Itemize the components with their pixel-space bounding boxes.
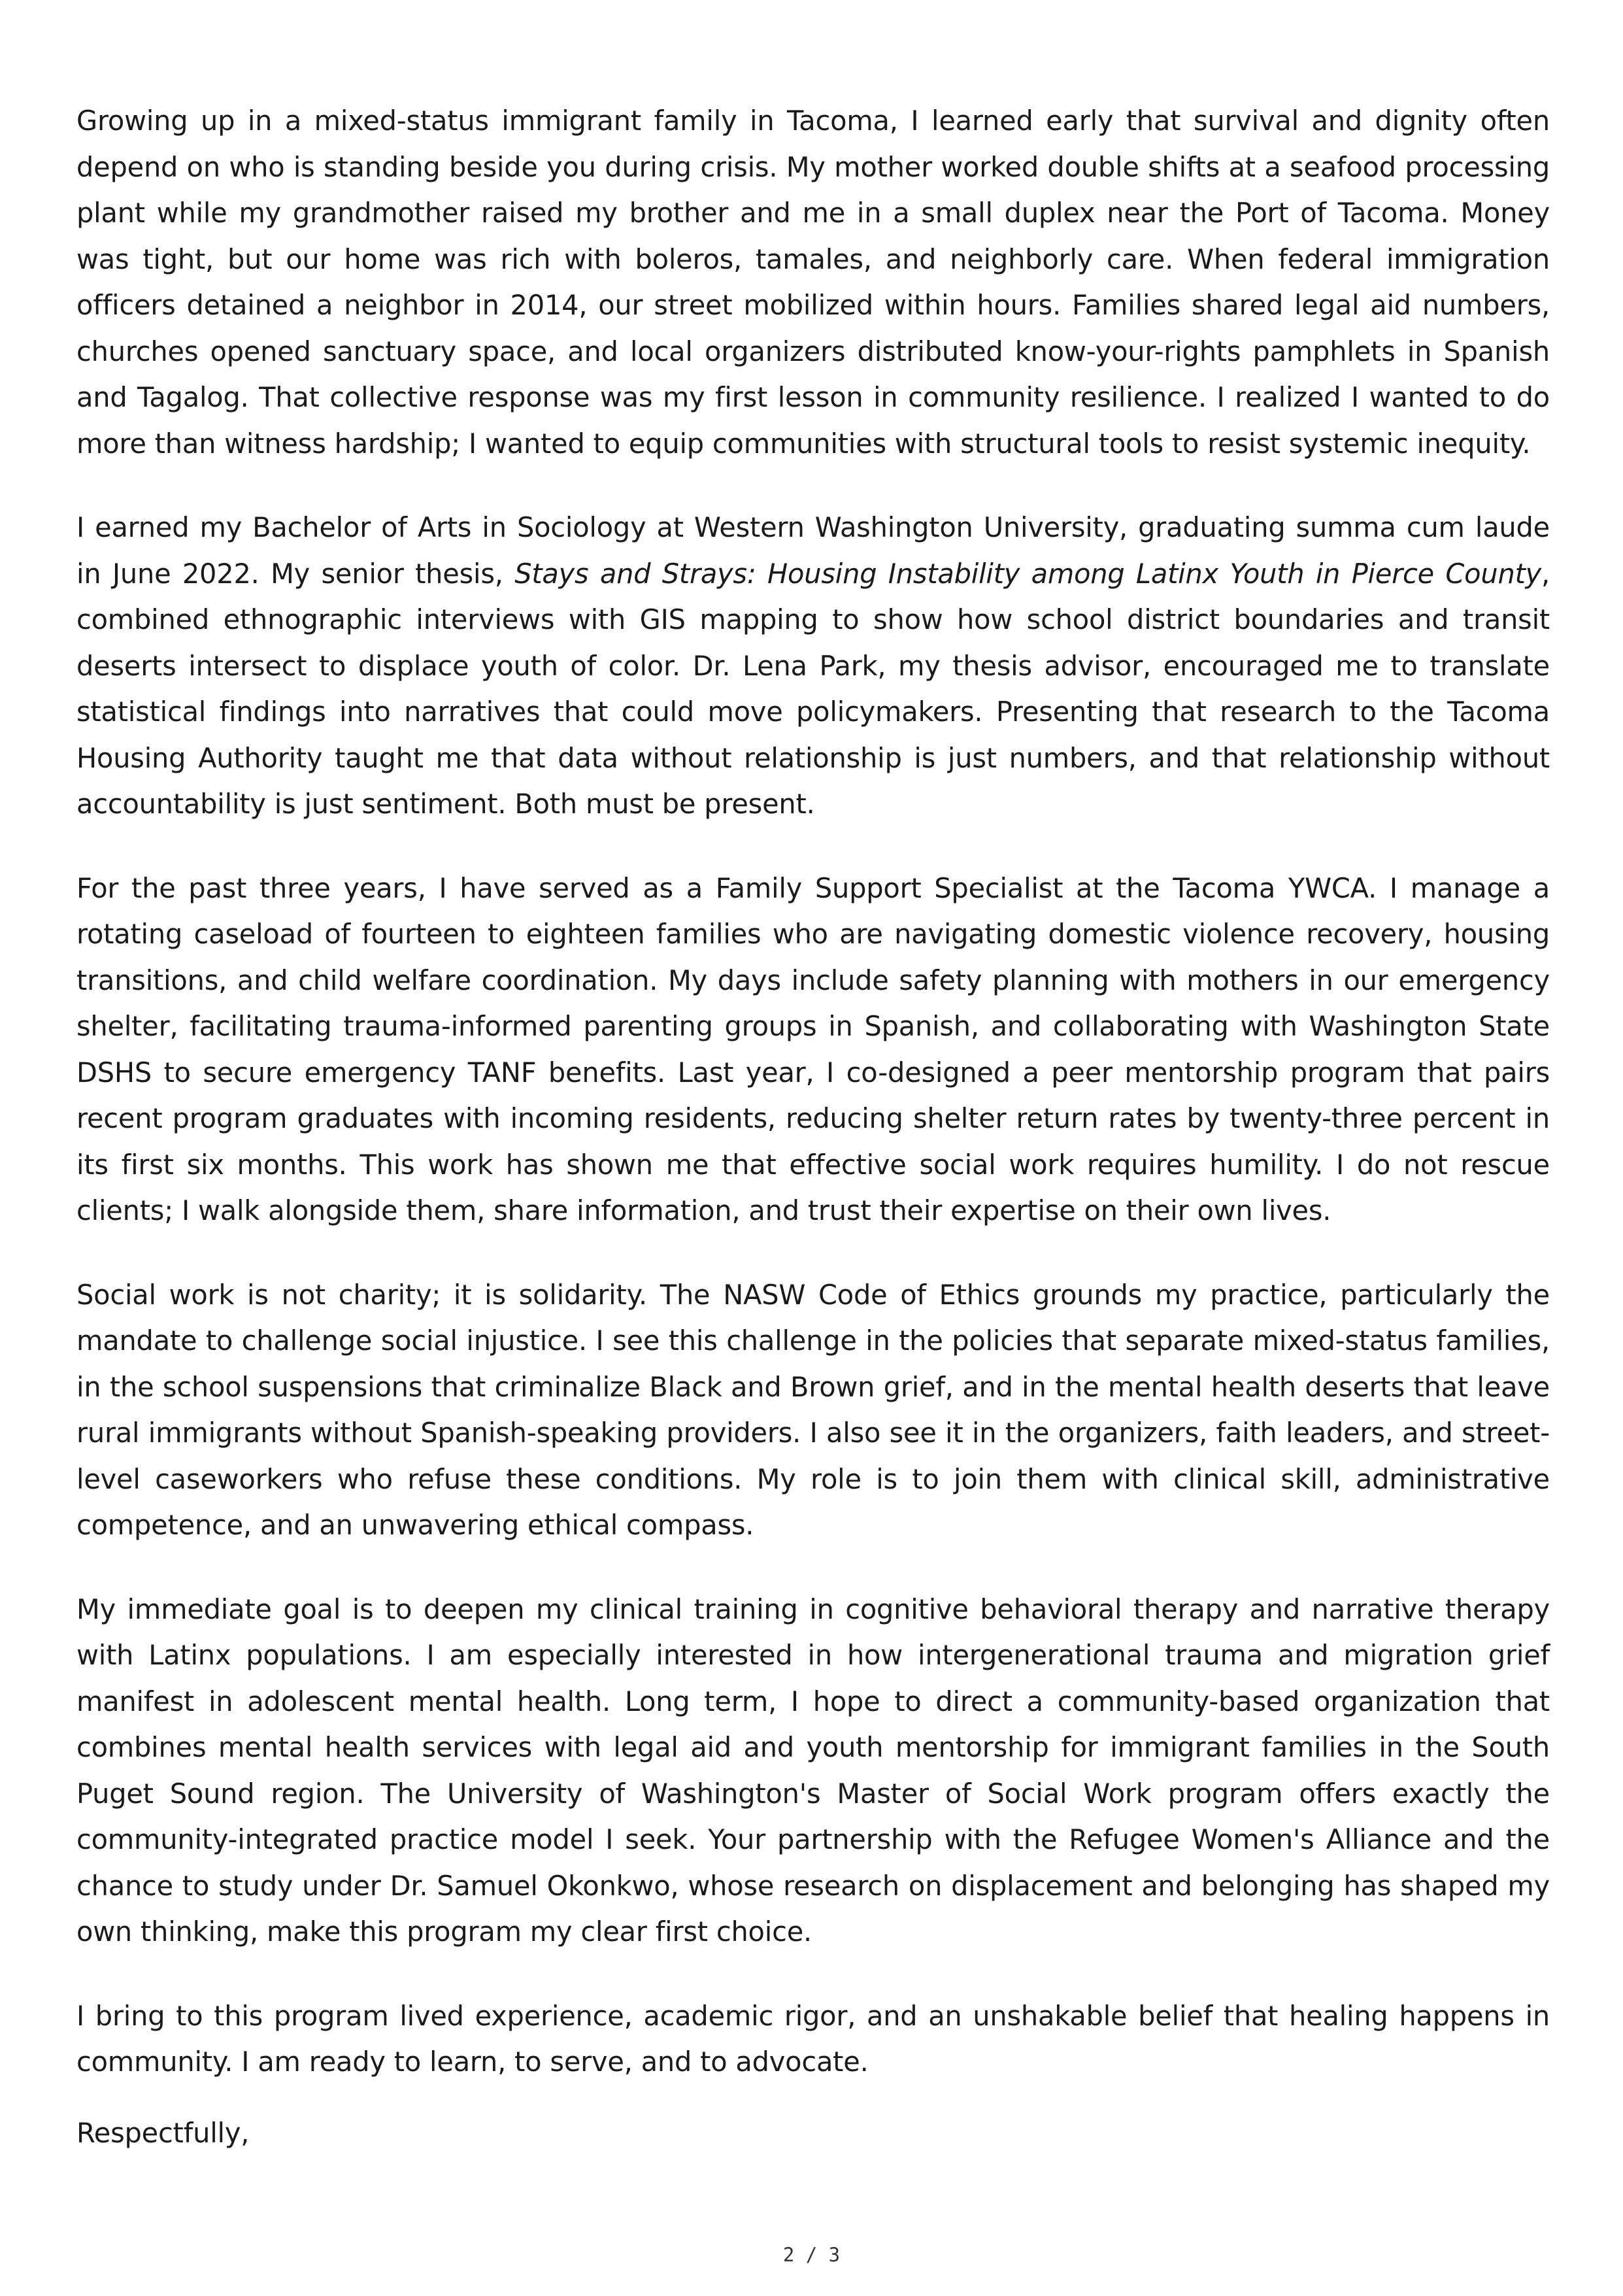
letter-body (76, 98, 1550, 2123)
paragraph-text: For the past three years, I have served as a Family Support Specialist at the Tacoma YWCA. I manage a rotating caseload of fourteen to eighteen families who are navigating domestic violence recovery, housing transitions, and child welfare coordination. My days include safety planning with mothers in our emergency shelter, facilitating trauma-informed parenting groups in Spanish, and collaborating with Washington State DSHS to secure emergency TANF benefits. Last year, I co-designed a peer mentorship program that pairs recent program graduates with incoming residents, reducing shelter return rates by twenty-three percent in its first six months. This work has shown me that effective social work requires humility. I do not rescue clients; I walk alongside them, share information, and trust their expertise on their own lives. (76, 871, 1550, 1226)
paragraph-education (76, 505, 1550, 828)
paragraph-text: My immediate goal is to deepen my clinical training in cognitive behavioral therapy and narrative therapy with Latinx populations. I am especially interested in how intergenerational trauma and migration grief manifest in adolescent mental health. Long term, I hope to direct a community-based organization that combines mental health services with legal aid and youth mentorship for immigrant families in the South Puget Sound region. The University of Washington's Master of Social Work program offers exactly the community-integrated practice model I seek. Your partnership with the Refugee Women's Alliance and the chance to study under Dr. Samuel Okonkwo, whose research on displacement and belonging has shaped my own thinking, make this program my clear first choice. (76, 1593, 1550, 1948)
paragraph-text: , combined ethnographic interviews with GIS mapping to show how school district boundaries and transit deserts intersect to displace youth of color. Dr. Lena Park, my thesis advisor, encouraged me to translate statistical findings into narratives that could move policymakers. Presenting that research to the Tacoma Housing Authority taught me that data without relationship is just numbers, and that relationship without accountability is just sentiment. Both must be present. (76, 557, 1550, 820)
paragraph-childhood (76, 98, 1550, 467)
paragraph-conclusion (76, 1993, 1550, 2085)
paragraph-goals (76, 1587, 1550, 1955)
paragraph-text: I bring to this program lived experience, academic rigor, and an unshakable belief that healing happens in community. I am ready to learn, to serve, and to advocate. (76, 1999, 1550, 2078)
closing-salutation: Respectfully, (76, 2117, 250, 2149)
paragraph-work-experience (76, 866, 1550, 1234)
paragraph-values (76, 1272, 1550, 1549)
paragraph-text: I earned my Bachelor of Arts in Sociology at Western Washington University, graduating summa cum laude in June 2022. My senior thesis, (76, 511, 1550, 590)
paragraph-text: Growing up in a mixed-status immigrant family in Tacoma, I learned early that survival and dignity often depend on who is standing beside you during crisis. My mother worked double shifts at a seafood processing plant while my grandmother raised my brother and me in a small duplex near the Port of Tacoma. Money was tight, but our home was rich with boleros, tamales, and neighborly care. When federal immigration officers detained a neighbor in 2014, our street mobilized within hours. Families shared legal aid numbers, churches opened sanctuary space, and local organizers distributed know-your-rights pamphlets in Spanish and Tagalog. That collective response was my first lesson in community resilience. I realized I wanted to do more than witness hardship; I wanted to equip communities with structural tools to resist systemic inequity. (76, 105, 1550, 460)
paragraph-text: Social work is not charity; it is solidarity. The NASW Code of Ethics grounds my practice, particularly the mandate to challenge social injustice. I see this challenge in the policies that separate mixed-status families, in the school suspensions that criminalize Black and Brown grief, and in the mental health deserts that leave rural immigrants without Spanish-speaking providers. I also see it in the organizers, faith leaders, and street-level caseworkers who refuse these conditions. My role is to join them with clinical skill, administrative competence, and an unwavering ethical compass. (76, 1278, 1550, 1541)
page-number: 2 / 3 (782, 2244, 841, 2266)
thesis-title: Stays and Strays: Housing Instability among Latinx Youth in Pierce County (514, 557, 1542, 590)
